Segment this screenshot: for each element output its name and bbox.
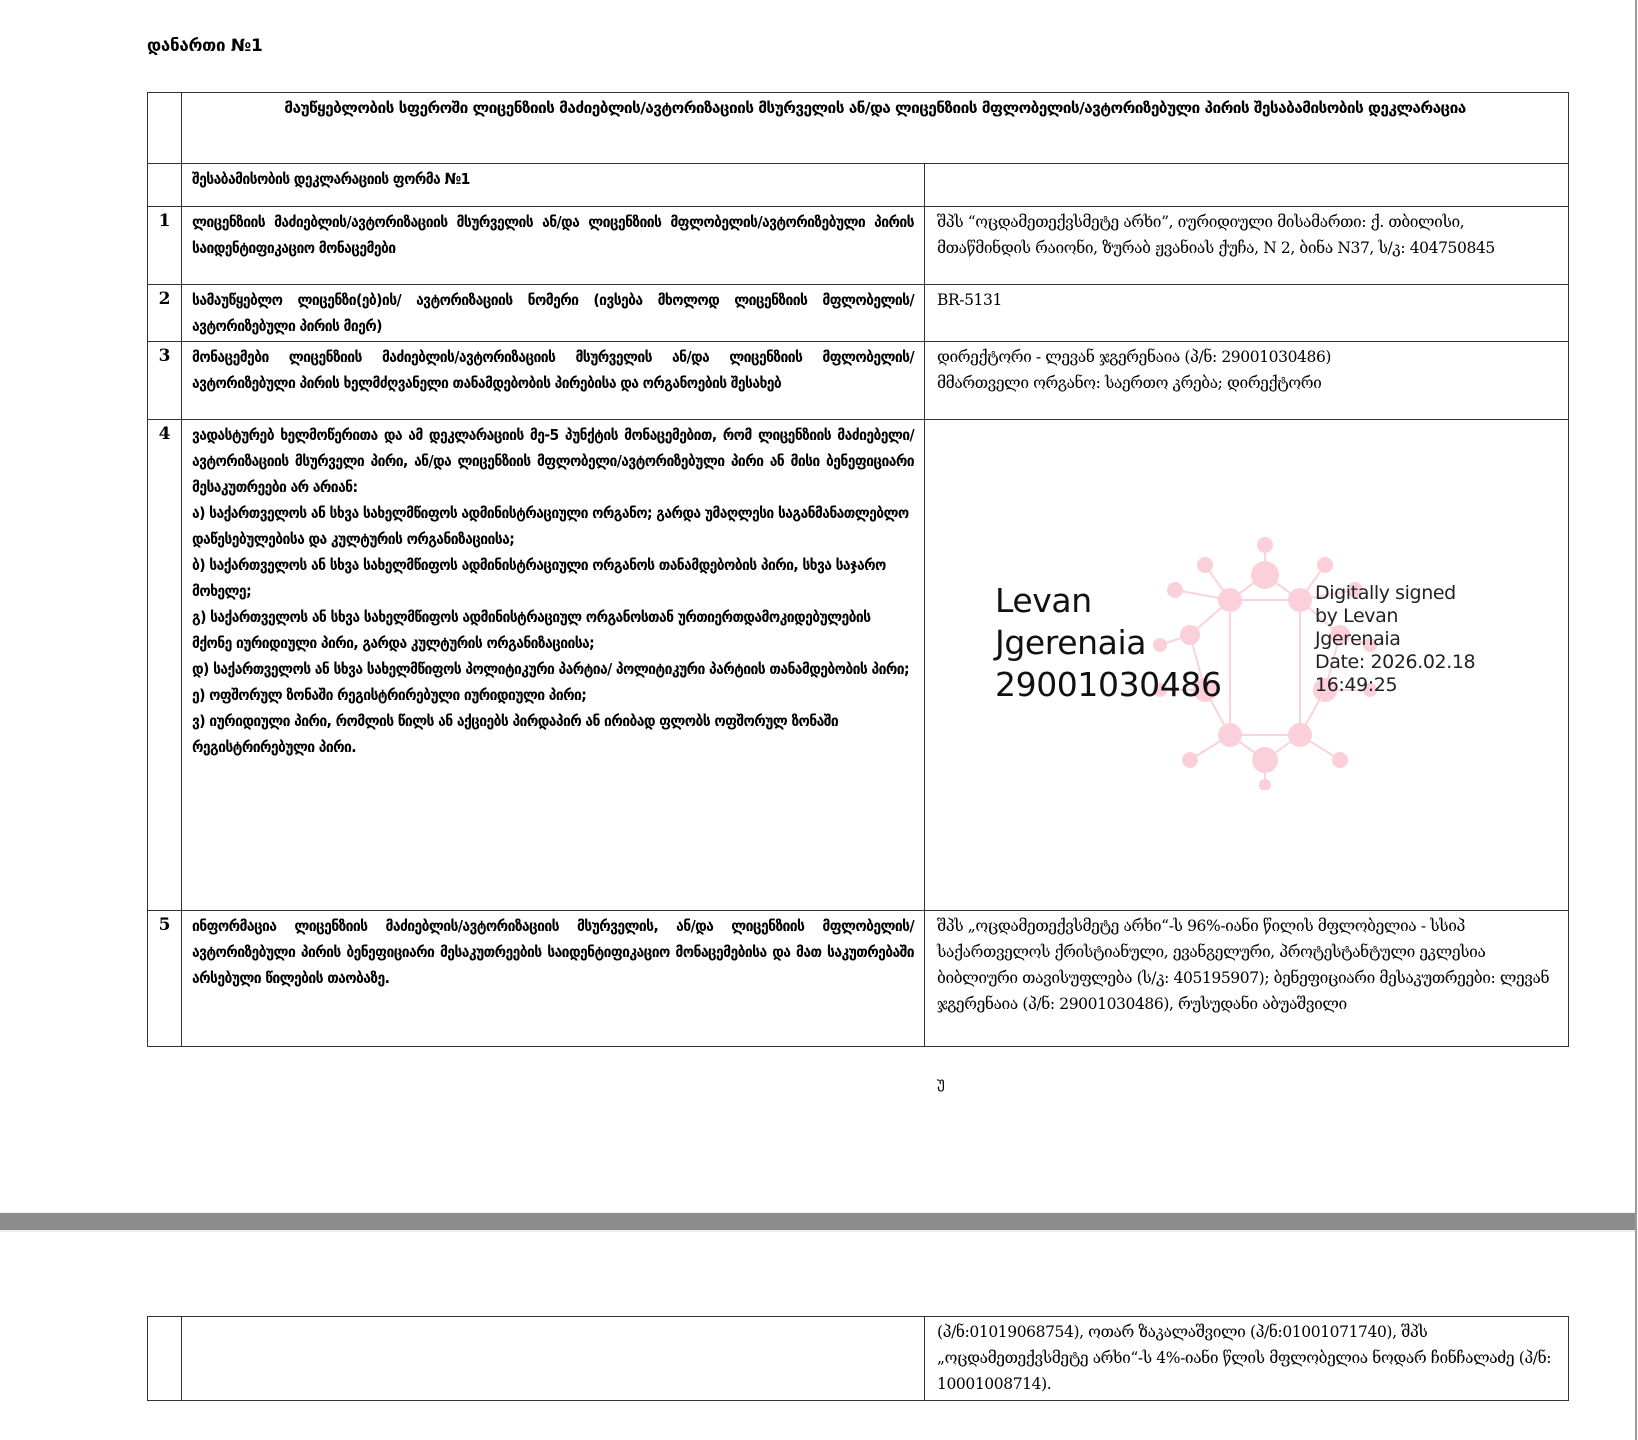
list-item: ე) ოფშორულ ზონაში რეგისტრირებული იურიდიული პირი;: [192, 686, 587, 704]
empty-num-cell: [148, 1317, 182, 1401]
form-label: შესაბამისობის დეკლარაციის ფორმა №1: [182, 164, 925, 207]
table-row: [148, 1317, 1569, 1401]
declaration-table-continued: [147, 1316, 1569, 1401]
director-line: დირექტორი - ლევან ჯგერენაია (პ/ნ: 29001030486): [937, 348, 1332, 366]
list-item: დ) საქართველოს ან სხვა სახელმწიფოს პოლიტიკური პარტია/ პოლიტიკური პარტიის თანამდებობის პირი;: [192, 660, 909, 678]
table-row: [148, 342, 1569, 420]
row-label: სამაუწყებლო ლიცენზი(ებ)ის/ ავტორიზაციის ნომერი (ივსება მხოლოდ ლიცენზიის მფლობელის/ავტორიზებული პირის მიერ): [182, 285, 925, 342]
row-label: ლიცენზიის მაძიებლის/ავტორიზაციის მსურველის ან/და ლიცენზიის მფლობელის/ავტორიზებული პირის საიდენტიფიკაციო მონაცემები: [182, 207, 925, 285]
row-number: 1: [148, 207, 182, 285]
list-item: ა) საქართველოს ან სხვა სახელმწიფოს ადმინისტრაციული ორგანო; გარდა უმაღლესი საგანმანათლებლო დაწესებულებისა და კულტურის ორგანიზაციისა;: [192, 504, 909, 548]
annex-title: დანართი №1: [147, 36, 263, 56]
empty-num-cell: [148, 93, 182, 164]
row-label: მონაცემები ლიცენზიის მაძიებლის/ავტორიზაციის მსურველის ან/და ლიცენზიის მფლობელის/ავტორიზებული პირის ხელმძღვანელი თანამდებობის პირებისა და ორგანოების შესახებ: [182, 342, 925, 420]
row-value: შპს „ოცდამეთექვსმეტე არხი“-ს 96%-იანი წილის მფლობელია - სსიპ საქართველოს ქრისტიანული, ევანგელური, პროტესტანტული ეკლესია ბიბლიური თავისუფლება (ს/კ: 405195907); ბენეფიციარი მესაკუთრეები: ლევან ჯგერენაია (პ/ნ: 29001030486), რუსუდანი აბუაშვილი: [925, 911, 1569, 1047]
row-label: ინფორმაცია ლიცენზიის მაძიებლის/ავტორიზაციის მსურველის, ან/და ლიცენზიის მფლობელის/ავტორიზებული პირის ბენეფიციარი მესაკუთრეების საიდენტიფიკაციო მონაცემებისა და მათ საკუთრებაში არსებული წილების თაობაზე.: [182, 911, 925, 1047]
row-value: შპს “ოცდამეთექვსმეტე არხი”, იურიდიული მისამართი: ქ. თბილისი, მთაწმინდის რაიონი, ზურაბ ჟვანიას ქუჩა, N 2, ბინა N37, ს/კ: 404750845: [925, 207, 1569, 285]
row-number: 4: [148, 420, 182, 911]
row-number: 3: [148, 342, 182, 420]
table-header-title: მაუწყებლობის სფეროში ლიცენზიის მაძიებლის/ავტორიზაციის მსურველის ან/და ლიცენზიის მფლობელის/ავტორიზებული პირის შესაბამისობის დეკლარაცია: [182, 93, 1569, 164]
list-item: ვ) იურიდიული პირი, რომლის წილს ან აქციებს პირდაპირ ან ირიბად ფლობს ოფშორულ ზონაში რეგისტრირებული პირი.: [192, 712, 839, 756]
signer-first-name: Levan: [995, 581, 1092, 620]
signer-name-block: [995, 580, 1222, 706]
signer-last-name: Jgerenaia: [995, 623, 1147, 662]
row-label: [182, 420, 925, 911]
table-row: [148, 911, 1569, 1047]
table-row: [148, 285, 1569, 342]
list-item: გ) საქართველოს ან სხვა სახელმწიფოს ადმინისტრაციულ ორგანოსთან ურთიერთდამოკიდებულების მქონე იურიდიული პირი, გარდა კულტურის ორგანიზაციისა;: [192, 608, 871, 652]
empty-num-cell: [148, 164, 182, 207]
declaration-table: [147, 92, 1569, 1092]
signature-date: Date: 2026.02.18: [1315, 651, 1476, 673]
row-number: 5: [148, 911, 182, 1047]
viewer-right-edge: [1635, 0, 1637, 1440]
empty-label-cell: [182, 1317, 925, 1401]
row-value: [925, 342, 1569, 420]
page-separator: [0, 1212, 1635, 1232]
row-number: 2: [148, 285, 182, 342]
confirmation-intro: ვადასტურებ ხელმოწერითა და ამ დეკლარაციის მე-5 პუნქტის მონაცემებით, რომ ლიცენზიის მაძიებელი/ავტორიზაციის მსურველი პირი, ან/და ლიცენზიის მფლობელი/ავტორიზებული პირი ან მისი ბენეფიციარი მესაკუთრეები არ არიან:: [192, 426, 914, 496]
signature-info: [1315, 582, 1475, 697]
signature-info-line: Digitally signed: [1315, 582, 1456, 604]
stray-character: უ: [937, 1074, 945, 1092]
signature-time: 16:49:25: [1315, 674, 1398, 696]
list-item: ბ) საქართველოს ან სხვა სახელმწიფოს ადმინისტრაციული ორგანოს თანამდებობის პირი, სხვა საჯარო მოხელე;: [192, 556, 886, 600]
signer-id: 29001030486: [995, 665, 1222, 704]
row-value-continued: (პ/ნ:01019068754), ოთარ ზაკალაშვილი (პ/ნ:01001071740), შპს „ოცდამეთექვსმეტე არხი“-ს 4%-იანი წლის მფლობელია ნოდარ ჩინჩალაძე (პ/ნ: 10001008714).: [925, 1317, 1569, 1401]
signature-info-line: by Levan: [1315, 605, 1399, 627]
table-row: [148, 207, 1569, 285]
empty-value-cell: [925, 164, 1569, 207]
table-row: [148, 420, 1569, 911]
governing-body-line: მმართველი ორგანო: საერთო კრება; დირექტორი: [937, 374, 1322, 392]
page-separator-bar: [0, 1213, 1635, 1230]
signature-info-line: Jgerenaia: [1315, 628, 1401, 650]
table-header-row: [148, 93, 1569, 164]
license-number: BR-5131: [925, 285, 1569, 342]
page-2: [0, 1232, 1635, 1440]
form-label-row: [148, 164, 1569, 207]
